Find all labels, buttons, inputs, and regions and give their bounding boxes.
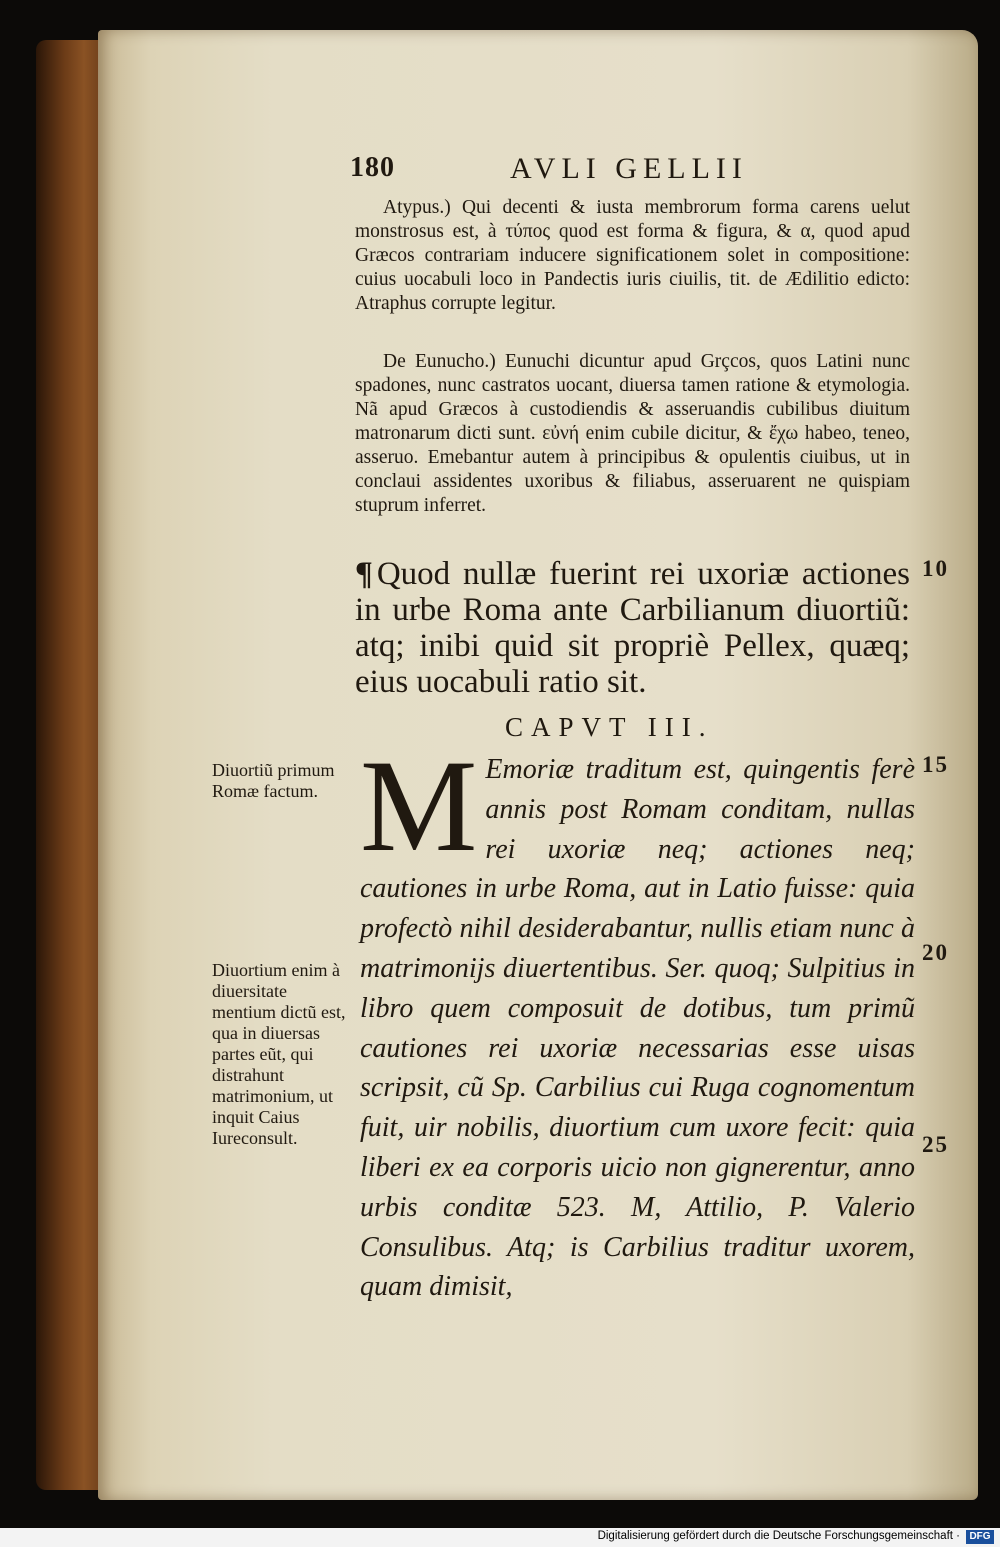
line-number-20: 20 [922, 940, 949, 965]
chapter-number: CAPVT III. [505, 712, 714, 742]
footer-credit: Digitalisierung gefördert durch die Deutsche Forschungsgemeinschaft · [597, 1530, 960, 1542]
margin-note-divorce: Diuortiũ primum Romæ factum. [212, 760, 335, 801]
footer-bar [0, 1528, 1000, 1547]
line-number-25: 25 [922, 1132, 949, 1157]
running-head: AVLI GELLII [510, 152, 748, 185]
drop-cap: M [360, 732, 478, 879]
line-number-10: 10 [922, 556, 949, 581]
body-text [360, 732, 915, 1307]
pilcrow-mark: ¶ [355, 556, 373, 592]
line-number-15: 15 [922, 752, 949, 777]
chapter-heading-text: Quod nullæ fuerint rei uxoriæ actiones in urbe Roma ante Carbilianum diuortiũ: atq; inibi quid sit propriè Pellex, quæq; eius uocabuli ratio sit. [355, 556, 910, 700]
paragraph-eunucho: De Eunucho.) Eunuchi dicuntur apud Grçcos, quos Latini nunc spadones, nunc castratos uocant, diuersa tamen ratione & etymologia. Nã apud Græcos à custodiendis & asseruandis cubilibus diuitum matronarum dicti sunt. εὐνή enim cubile dicitur, & ἔχω habeo, teneo, asseruo. Emebantur autem à principibus & opulentis ciuibus, ut in conclaui assidentes uxoribus & filiabus, asseruarent ne quispiam stuprum inferret. [355, 351, 910, 516]
paragraph-atypus: Atypus.) Qui decenti & iusta membrorum forma carens uelut monstrosus est, à τύπος quod est forma & figura, & α, quod apud Græcos contrariam inducere significationem solet in compositione: cuius uocabuli loco in Pandectis iuris ciuilis, tit. de Ædilitio edicto: Atraphus corrupte legitur. [355, 197, 910, 314]
page-header [350, 152, 820, 192]
dfg-logo: DFG [966, 1530, 994, 1544]
margin-note-etymology: Diuortium enim à diuersitate mentium dictũ est, qua in diuersas partes eũt, qui distrahunt matrimonium, ut inquit Caius Iureconsult. [212, 960, 346, 1148]
page-number: 180 [350, 152, 395, 183]
body-text-content: Emoriæ traditum est, quingentis ferè annis post Romam conditam, nullas rei uxoriæ neq; actiones neq; cautiones in urbe Roma, aut in Latio fuisse: quia profectò nihil desiderabantur, nullis etiam nunc à matrimonijs diuertentibus. Ser. quoq; Sulpitius in libro quem composuit de dotibus, tum primũ cautiones rei uxoriæ necessarias esse uisas scripsit, cũ Sp. Carbilius cui Ruga cognomentum fuit, uir nobilis, diuortium cum uxore fecit: quia liberi ex ea corporis uicio non gignerentur, anno urbis conditæ 523. M, Attilio, P. Valerio Consulibus. Atq; is Carbilius traditur uxorem, quam dimisit, [360, 754, 915, 1303]
chapter-heading [355, 556, 910, 700]
